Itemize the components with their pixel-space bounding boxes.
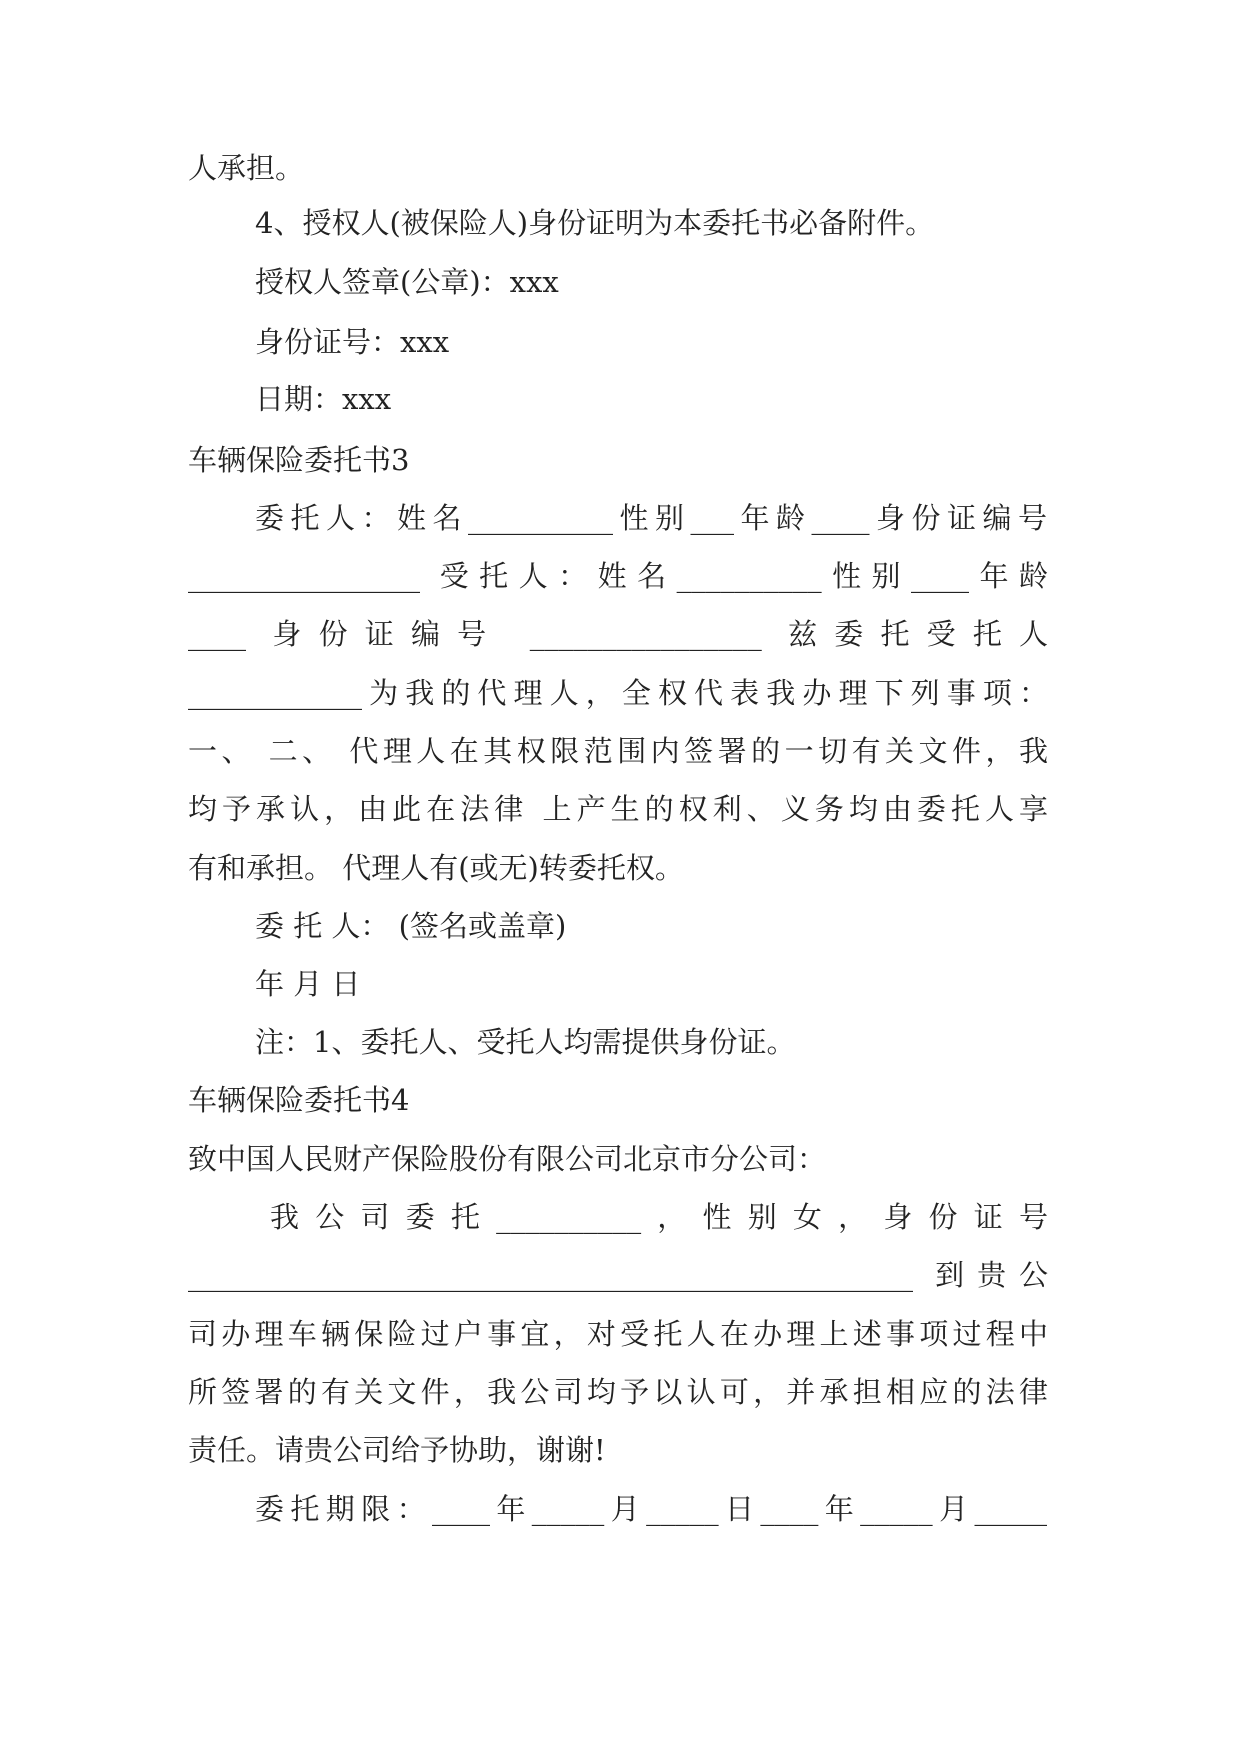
text-line: 一、 二、 代理人在其权限范围内签署的一切有关文件，我 [188,734,1048,768]
text-line: 委托期限：____年_____月_____日____年_____月_____ [255,1492,1047,1526]
text-line: 注：1、委托人、受托人均需提供身份证。 [255,1025,796,1059]
section-heading: 车辆保险委托书3 [188,443,410,477]
text-line: 身份证号：xxx [255,325,450,359]
text-line: ________________ 受托人：姓名__________性别____年龄 [188,559,1048,593]
text-line: 责任。请贵公司给予协助，谢谢! [188,1433,606,1467]
section-heading: 车辆保险委托书4 [188,1083,410,1117]
text-line: 人承担。 [188,151,305,185]
text-line: ____________为我的代理人，全权代表我办理下列事项： [188,676,1048,710]
text-line: 委托人：姓名__________性别___年龄____身份证编号 [255,501,1047,535]
text-line: __________________________________________________ 到贵公 [188,1258,1048,1292]
text-line: 年 月 日 [255,967,361,1001]
text-line: ____ 身份证编号 ________________ 兹委托受托人 [188,617,1048,651]
text-line: 我公司委托__________，性别女，身份证号 [270,1200,1048,1234]
text-line: 日期：xxx [255,382,392,416]
text-line: 委 托 人： (签名或盖章) [255,909,567,943]
text-line: 司办理车辆保险过户事宜，对受托人在办理上述事项过程中 [188,1317,1048,1351]
text-line: 4、授权人(被保险人)身份证明为本委托书必备附件。 [255,206,935,240]
text-line: 授权人签章(公章)：xxx [255,265,559,299]
text-line: 均予承认，由此在法律 上产生的权利、义务均由委托人享 [188,792,1048,826]
text-line: 所签署的有关文件，我公司均予以认可，并承担相应的法律 [188,1375,1048,1409]
text-line: 致中国人民财产保险股份有限公司北京市分公司： [188,1142,827,1176]
text-line: 有和承担。 代理人有(或无)转委托权。 [188,851,684,885]
